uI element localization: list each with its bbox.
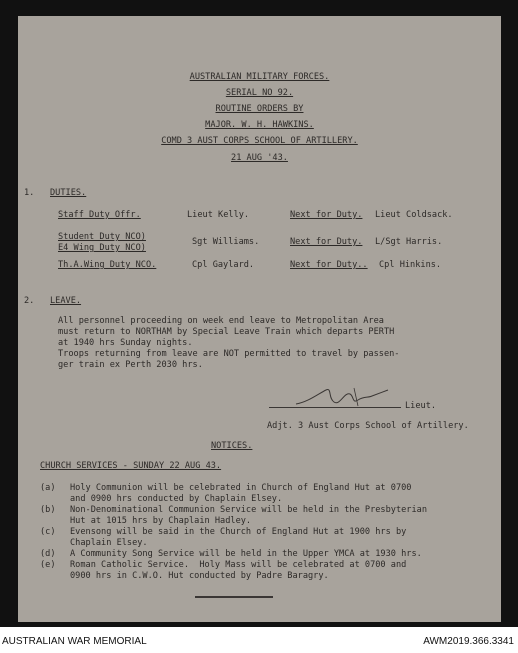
duty-next-name-2: L/Sgt Harris. (375, 237, 443, 247)
duty-role-3: Th.A.Wing Duty NCO. (58, 260, 157, 270)
document-page (18, 16, 501, 622)
leave-number: 2. (24, 296, 35, 306)
duty-next-label-2: Next for Duty. (290, 237, 363, 247)
signature-rank: Lieut. (405, 401, 437, 411)
notice-label-b: (b) (40, 505, 56, 515)
end-divider (195, 596, 273, 598)
signature-line (269, 407, 401, 408)
notice-label-d: (d) (40, 549, 56, 559)
header-line-5: COMD 3 AUST CORPS SCHOOL OF ARTILLERY. (161, 136, 358, 146)
signature-title: Adjt. 3 Aust Corps School of Artillery. (267, 421, 469, 431)
notice-text-c: Evensong will be said in the Church of England Hut at 1900 hrs by Chaplain Elsey. (70, 527, 407, 548)
duty-name-2: Sgt Williams. (192, 237, 260, 247)
duty-role-1: Staff Duty Offr. (58, 210, 141, 220)
header-line-6: 21 AUG '43. (231, 153, 288, 163)
duty-next-label-3: Next for Duty.. (290, 260, 368, 270)
notice-text-a: Holy Communion will be celebrated in Church of England Hut at 0700 and 0900 hrs conducted by Chaplain Elsey. (70, 483, 412, 504)
header-line-2: SERIAL NO 92. (225, 88, 294, 98)
duty-name-1: Lieut Kelly. (187, 210, 250, 220)
notice-label-c: (c) (40, 527, 56, 537)
duty-role-2: Student Duty NCO) E4 Wing Duty NCO) (58, 232, 146, 253)
header-line-4: MAJOR. W. H. HAWKINS. (205, 120, 314, 130)
notice-text-b: Non-Denominational Communion Service will be held in the Presbyterian Hut at 1015 hrs by Chaplain Hadley. (70, 505, 427, 526)
leave-body: All personnel proceeding on week end leave to Metropolitan Area must return to NORTHAM by Special Leave Train which departs PERTH at 1940 hrs Sunday nights. Troops returning from leave are NOT permitted to travel by passen- ger train ex Perth 2030 hrs. (58, 316, 400, 370)
notice-text-d: A Community Song Service will be held in the Upper YMCA at 1930 hrs. (70, 549, 422, 559)
notice-text-e: Roman Catholic Service. Holy Mass will be celebrated at 0700 and 0900 hrs in C.W.O. Hut conducted by Padre Baragry. (70, 560, 407, 581)
footer-accession: AWM2019.366.3341 (423, 636, 514, 647)
duty-next-name-3: Cpl Hinkins. (379, 260, 442, 270)
duty-next-label-1: Next for Duty. (290, 210, 363, 220)
footer-institution: AUSTRALIAN WAR MEMORIAL (2, 636, 147, 647)
header-line-3: ROUTINE ORDERS BY (215, 104, 304, 114)
duties-number: 1. (24, 188, 35, 198)
notice-label-e: (e) (40, 560, 56, 570)
duty-next-name-1: Lieut Coldsack. (375, 210, 453, 220)
notices-heading: NOTICES. (211, 441, 253, 451)
duties-heading: DUTIES. (50, 188, 87, 198)
notice-label-a: (a) (40, 483, 56, 493)
leave-heading: LEAVE. (50, 296, 82, 306)
church-services-heading: CHURCH SERVICES - SUNDAY 22 AUG 43. (40, 461, 222, 471)
duty-name-3: Cpl Gaylard. (192, 260, 255, 270)
header-line-1: AUSTRALIAN MILITARY FORCES. (189, 72, 330, 82)
